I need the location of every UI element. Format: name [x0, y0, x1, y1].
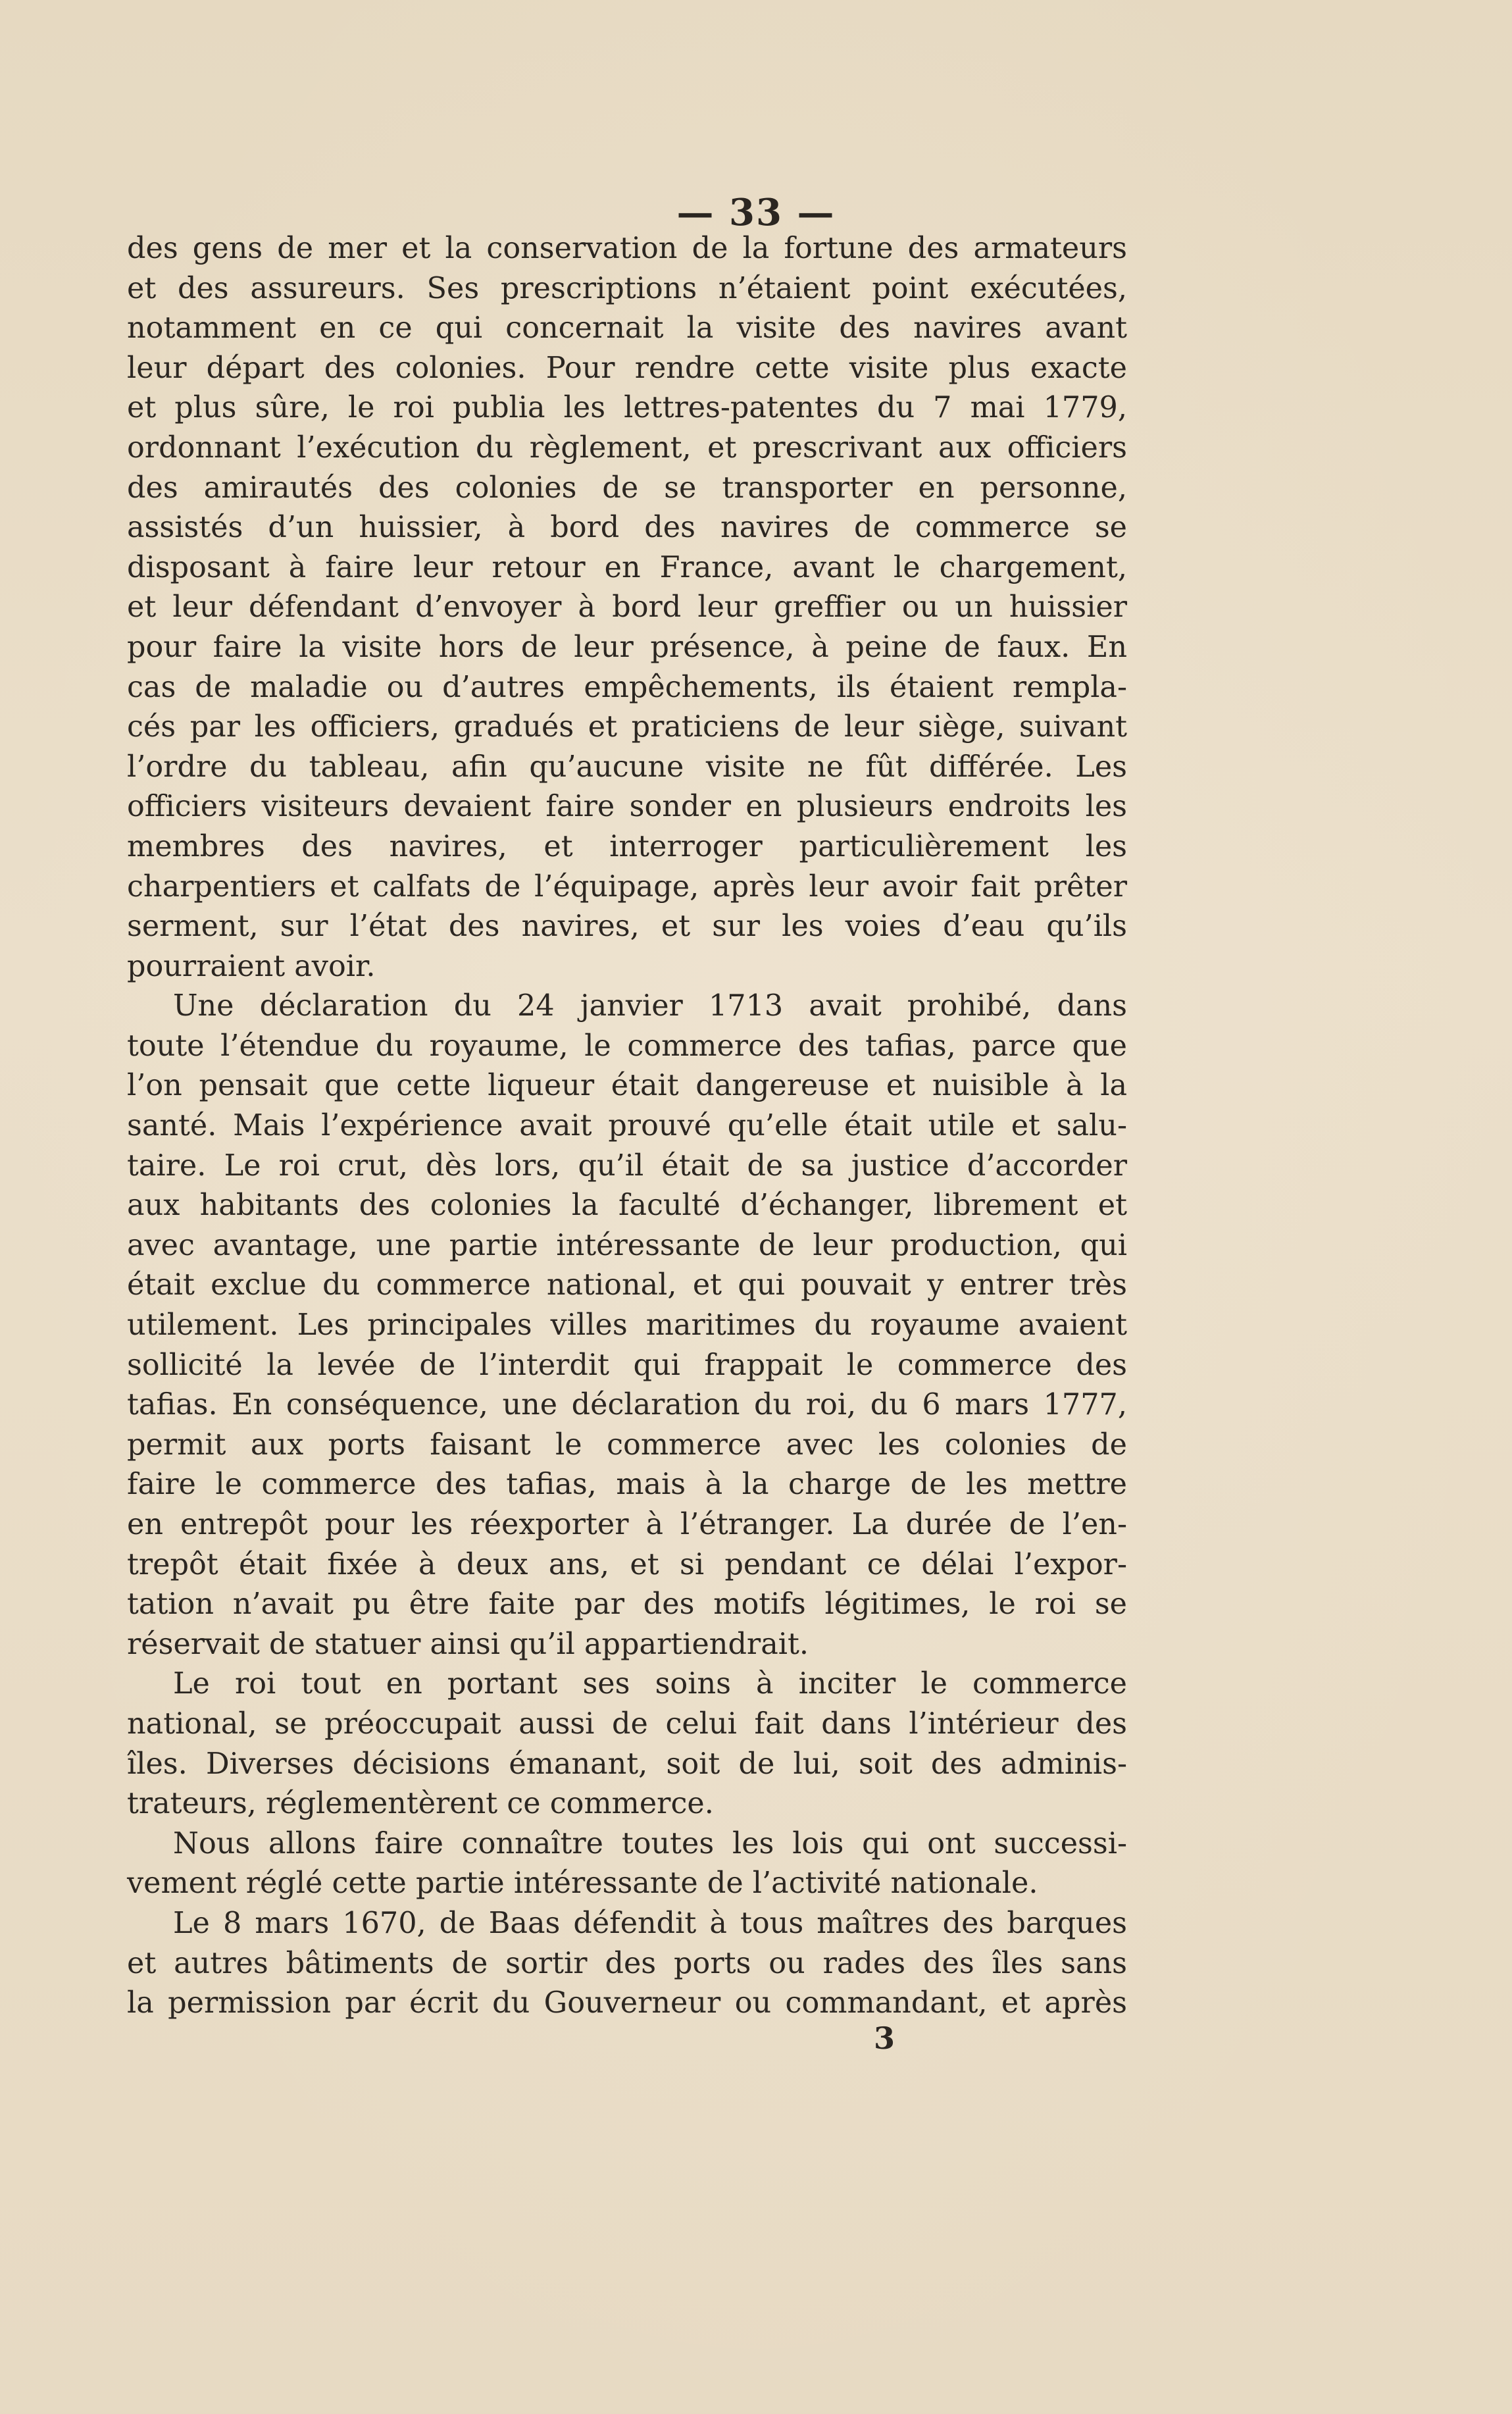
page-number: — 33 — — [676, 191, 836, 234]
text-line: tation n’avait pu être faite par des motifs légitimes, le roi se — [127, 1587, 1127, 1622]
text-line: santé. Mais l’expérience avait prouvé qu’elle était utile et salu- — [127, 1109, 1127, 1143]
signature-mark: 3 — [874, 2020, 895, 2056]
text-line: trateurs, réglementèrent ce commerce. — [127, 1787, 714, 1821]
text-line: aux habitants des colonies la faculté d’échanger, librement et — [127, 1189, 1127, 1223]
text-line: pour faire la visite hors de leur présence, à peine de faux. En — [127, 630, 1127, 664]
text-line: tafias. En conséquence, une déclaration du roi, du 6 mars 1777, — [127, 1388, 1127, 1422]
text-line: sollicité la levée de l’interdit qui frappait le commerce des — [127, 1348, 1127, 1382]
text-line: ordonnant l’exécution du règlement, et prescrivant aux officiers — [127, 430, 1127, 465]
text-line: officiers visiteurs devaient faire sonder en plusieurs endroits les — [127, 790, 1127, 824]
text-line: pourraient avoir. — [127, 949, 376, 983]
text-line: assistés d’un huissier, à bord des navires de commerce se — [127, 511, 1127, 545]
text-line: trepôt était fixée à deux ans, et si pendant ce délai l’expor- — [127, 1547, 1127, 1581]
text-line: réservait de statuer ainsi qu’il appartiendrait. — [127, 1627, 809, 1661]
text-line: était exclue du commerce national, et qui pouvait y entrer très — [127, 1268, 1127, 1302]
text-line: toute l’étendue du royaume, le commerce des tafias, parce que — [127, 1029, 1127, 1063]
text-line: utilement. Les principales villes maritimes du royaume avaient — [127, 1308, 1127, 1343]
text-line: la permission par écrit du Gouverneur ou commandant, et après — [127, 1986, 1127, 2020]
text-line: des amirautés des colonies de se transporter en personne, — [127, 471, 1127, 505]
text-line: et des assureurs. Ses prescriptions n’étaient point exécutées, — [127, 271, 1127, 305]
text-line: cas de maladie ou d’autres empêchements, ils étaient rempla- — [127, 670, 1127, 704]
text-line: notamment en ce qui concernait la visite des navires avant — [127, 311, 1127, 346]
text-line: charpentiers et calfats de l’équipage, après leur avoir fait prêter — [127, 869, 1127, 904]
text-line: faire le commerce des tafias, mais à la charge de les mettre — [127, 1468, 1127, 1502]
text-line: serment, sur l’état des navires, et sur les voies d’eau qu’ils — [127, 910, 1127, 944]
text-line: taire. Le roi crut, dès lors, qu’il était de sa justice d’accorder — [127, 1148, 1127, 1183]
text-line: et autres bâtiments de sortir des ports ou rades des îles sans — [127, 1946, 1127, 1980]
text-line: permit aux ports faisant le commerce avec les colonies de — [127, 1427, 1127, 1462]
text-line: et plus sûre, le roi publia les lettres-patentes du 7 mai 1779, — [127, 391, 1127, 425]
text-line: Le 8 mars 1670, de Baas défendit à tous maîtres des barques — [173, 1906, 1127, 1940]
text-line: Une déclaration du 24 janvier 1713 avait prohibé, dans — [173, 989, 1127, 1023]
text-line: avec avantage, une partie intéressante de leur production, qui — [127, 1228, 1127, 1262]
text-line: en entrepôt pour les réexporter à l’étranger. La durée de l’en- — [127, 1508, 1127, 1541]
text-line: cés par les officiers, gradués et praticiens de leur siège, suivant — [127, 710, 1127, 744]
text-line: vement réglé cette partie intéressante de l’activité nationale. — [127, 1866, 1038, 1901]
text-line: l’ordre du tableau, afin qu’aucune visite ne fût différée. Les — [127, 750, 1127, 784]
body-text — [127, 229, 1127, 2024]
text-line: et leur défendant d’envoyer à bord leur greffier ou un huissier — [127, 590, 1127, 625]
text-line: Le roi tout en portant ses soins à inciter le commerce — [173, 1667, 1127, 1701]
text-line: leur départ des colonies. Pour rendre cette visite plus exacte — [127, 351, 1127, 385]
text-line: disposant à faire leur retour en France, avant le chargement, — [127, 550, 1127, 584]
text-line: des gens de mer et la conservation de la fortune des armateurs — [127, 232, 1127, 265]
text-line: membres des navires, et interroger particulièrement les — [127, 829, 1127, 863]
text-line: îles. Diverses décisions émanant, soit de lui, soit des adminis- — [127, 1747, 1127, 1781]
text-line: l’on pensait que cette liqueur était dangereuse et nuisible à la — [127, 1069, 1127, 1103]
text-line: national, se préoccupait aussi de celui fait dans l’intérieur des — [127, 1707, 1127, 1741]
text-line: Nous allons faire connaître toutes les lois qui ont successi- — [173, 1826, 1127, 1861]
